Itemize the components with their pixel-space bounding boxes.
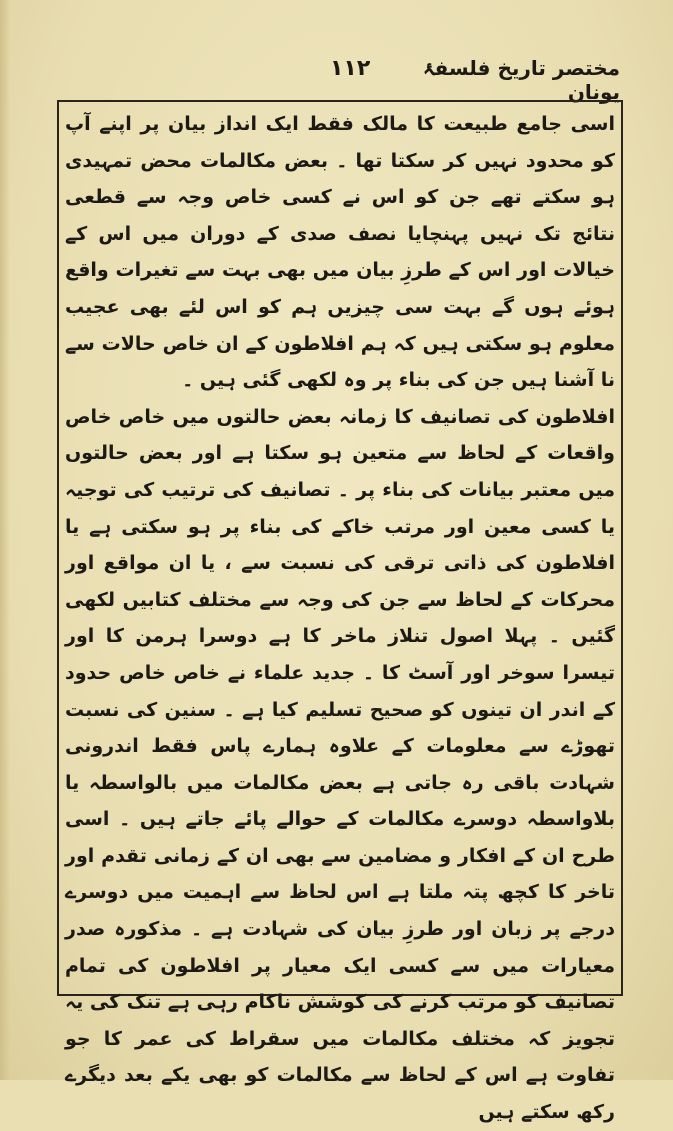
body-text	[65, 106, 615, 1124]
running-title: مختصر تاریخ فلسفۂ یونان	[422, 56, 620, 104]
paragraph-1: اسی جامع طبیعت کا مالک فقط ایک انداز بیان پر اپنے آپ کو محدود نہیں کر سکتا تھا ۔ بعض مکالمات محض تمہیدی ہو سکتے تھے جن کو اس نے کسی خاص وجہ سے قطعی نتائج تک نہیں پہنچایا نصف صدی کے دوران میں اس کے خیالات اور اس کے طرزِ بیان میں بھی بہت سے تغیرات واقع ہوئے ہوں گے بہت سی چیزیں ہم کو اس لئے بھی عجیب معلوم ہو سکتی ہیں کہ ہم افلاطون کے ان خاص حالات سے نا آشنا ہیں جن کی بناء پر وہ لکھی گئی ہیں ۔	[65, 113, 615, 392]
paragraph-2: افلاطون کی تصانیف کا زمانہ بعض حالتوں میں خاص خاص واقعات کے لحاظ سے متعین ہو سکتا ہے اور بعض حالتوں میں معتبر بیانات کی بناء پر ۔ تصانیف کی ترتیب کی توجیہ یا کسی معین اور مرتب خاکے کی بناء پر ہو سکتی ہے یا افلاطون کی ذاتی ترقی کی نسبت سے ، یا ان مواقع اور محرکات کے لحاظ سے جن کی وجہ سے مختلف کتابیں لکھی گئیں ۔ پہلا اصول تنلاز ماخر کا ہے دوسرا ہرمن کا اور تیسرا سوخر اور آسٹ کا ۔ جدید علماء نے خاص خاص حدود کے اندر ان تینوں کو صحیح تسلیم کیا ہے ۔ سنین کی نسبت تھوڑے سے معلومات کے علاوہ ہمارے پاس فقط اندرونی شہادت باقی رہ جاتی ہے بعض مکالمات میں بالواسطہ یا بلاواسطہ دوسرے مکالمات کے حوالے پائے جاتے ہیں ۔ اسی طرح ان کے افکار و مضامین سے بھی ان کے زمانی تقدم اور تاخر کا کچھ پتہ ملتا ہے اس لحاظ سے اہمیت میں دوسرے درجے پر زبان اور طرزِ بیان کی شہادت ہے ۔ مذکورہ صدر معیارات میں سے کسی ایک معیار پر افلاطون کی تمام تصانیف کو مرتب کرنے کی کوشش ناکام رہی ہے تنک کی یہ تجویز کہ مختلف مکالمات میں سقراط کی عمر کا جو تفاوت ہے اس کے لحاظ سے مکالمات کو بھی یکے بعد دیگرے رکھ سکتے ہیں	[65, 405, 615, 1124]
page-number: ۱۱۲	[330, 56, 371, 81]
text-frame	[57, 100, 623, 1124]
page-header	[60, 50, 620, 104]
page-edge-shadow	[0, 0, 10, 1080]
